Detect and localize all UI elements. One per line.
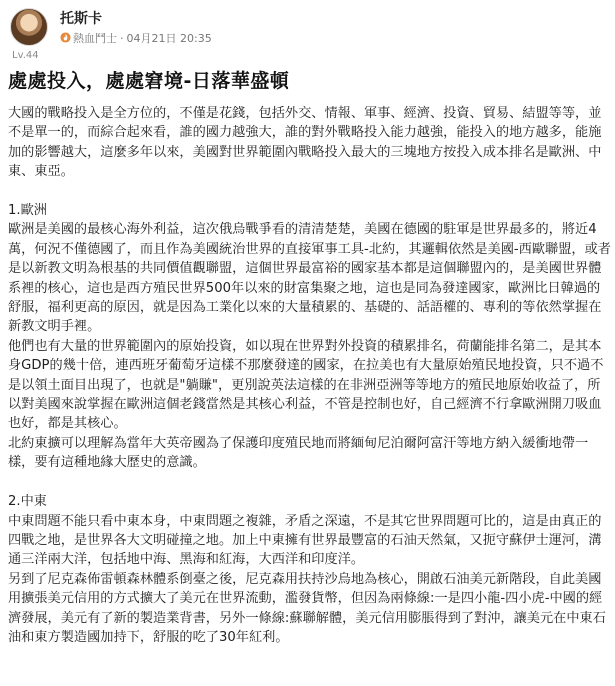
user-badge: 熱血鬥士: [73, 32, 117, 45]
post-meta: [60, 30, 212, 46]
paragraph-nato-expansion: 北約東擴可以理解為當年大英帝國為了保護印度殖民地而將緬甸尼泊爾阿富汗等地方納入緩衝地帶一樣，要有這種地緣大歷史的意識。: [8, 435, 589, 471]
post-title: 處處投入，處處窘境-日落華盛頓: [8, 70, 290, 92]
post-content: [8, 104, 612, 647]
post-date: 04月21日 20:35: [126, 32, 212, 45]
paragraph-spacer: [8, 473, 612, 492]
flame-badge-icon: [60, 32, 71, 43]
user-avatar[interactable]: [10, 8, 48, 46]
section-heading-middle-east: 2.中東: [8, 494, 47, 510]
paragraph-europe-core: 歐洲是美國的最核心海外利益，這次俄烏戰爭看的清清楚楚，美國在德國的駐軍是世界最多的，將近4萬，何況不僅德國了，而且作為美國統治世界的直接軍事工具-北約，其邏輯依然是美國-西歐聯盟，或者是以新教文明為根基的共同價值觀聯盟，這個世界最富裕的國家基本都是這個聯盟內的，是美國世界體系裡的核心，這也是西方殖民世界500年以來的財富集聚之地，這也是同為發達國家，歐洲比日韓過的舒服，福利更高的原因，就是因為工業化以來的大量積累的、基礎的、話語權的、專利的等依然掌握在新教文明手裡。: [8, 222, 611, 335]
section-heading-europe: 1.歐洲: [8, 203, 47, 219]
paragraph-middle-east: 中東問題不能只看中東本身，中東問題之複雜，矛盾之深遠，不是其它世界問題可比的，這是由真正的四戰之地，是世界各大文明碰撞之地。加上中東擁有世界最豐富的石油天然氣，又扼守蘇伊士運河，溝通三洋兩大洋，包括地中海、黑海和紅海，大西洋和印度洋。: [8, 513, 602, 568]
user-level: Lv.44: [12, 50, 39, 61]
paragraph-spacer: [8, 182, 612, 201]
meta-separator: ·: [120, 32, 124, 45]
author-header: [8, 6, 608, 62]
paragraph-intro: 大國的戰略投入是全方位的，不僅是花錢，包括外交、情報、軍事、經濟、投資、貿易、結盟等等，並不是單一的，而綜合起來看，誰的國力越強大，誰的對外戰略投入能力越強，能投入的地方越多，能施加的影響越大，這麼多年以來，美國對世界範圍內戰略投入最大的三塊地方按投入成本排名是歐洲、中東、東亞。: [8, 106, 602, 180]
author-name[interactable]: 托斯卡: [60, 11, 102, 27]
paragraph-petrodollar: 另到了尼克森佈雷頓森林體系倒臺之後，尼克森用扶持沙烏地為核心，開啟石油美元新階段，自此美國用擴張美元信用的方式擴大了美元在世界流動，濫發貨幣，但因為兩條線:一是四小龍-四小虎-中國的經濟發展，美元有了新的製造業背書，另外一條線:蘇聯解體，美元信用膨脹得到了對沖，讓美元在中東石油和東方製造國加持下，舒服的吃了30年紅利。: [8, 571, 606, 645]
paragraph-europe-investment: 他們也有大量的世界範圍內的原始投資，如以現在世界對外投資的積累排名，荷蘭能排名第二，是其本身GDP的幾十倍，連西班牙葡萄牙這樣不那麼發達的國家，在拉美也有大量原始殖民地投資，只不過不是以領土面目出現了，也就是"躺賺"，更別說英法這樣的在非洲亞洲等等地方的殖民地原始收益了，所以對美國來說掌握在歐洲這個老錢當然是其核心利益，不管是控制也好，自己經濟不行拿歐洲開刀吸血也好，都是其核心。: [8, 338, 604, 432]
